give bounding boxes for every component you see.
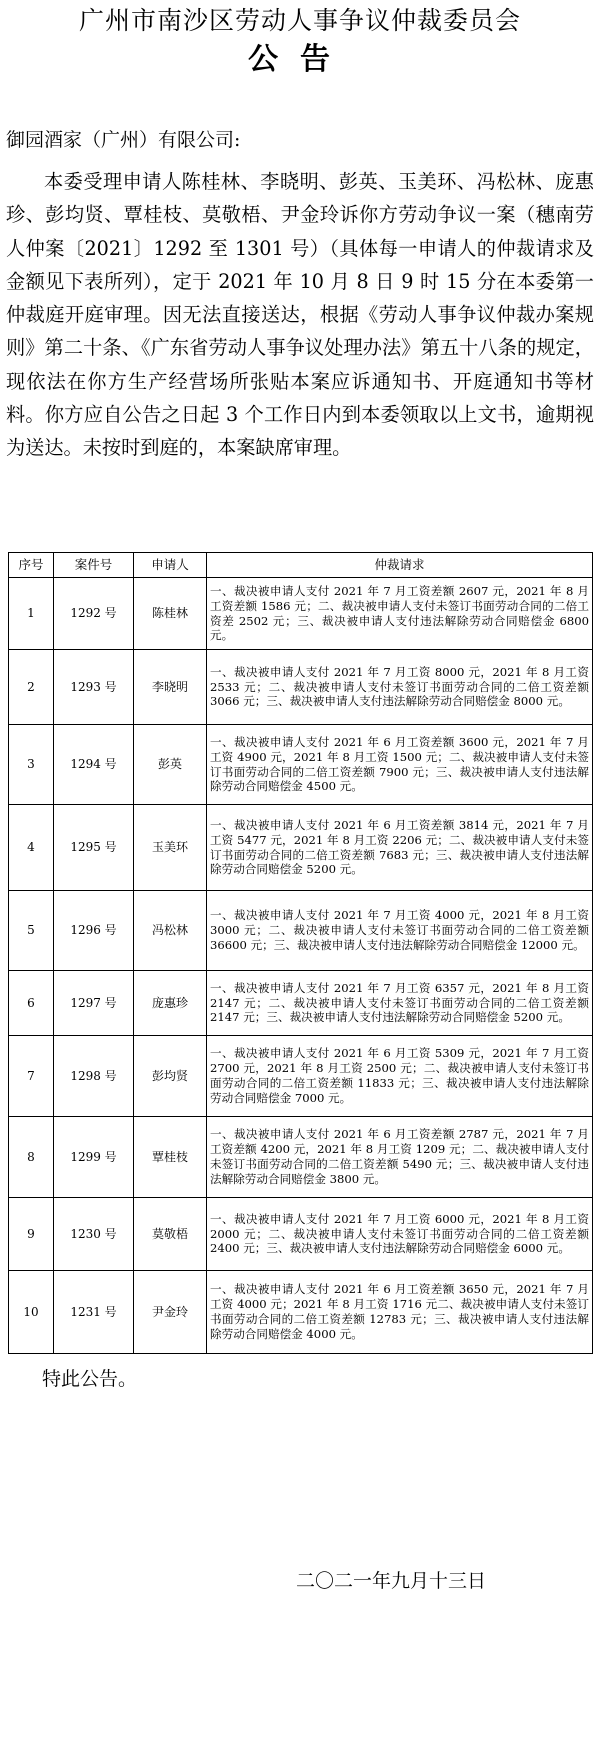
row-applicant: 尹金玲 — [134, 1271, 207, 1354]
row-claim: 一、裁决被申请人支付 2021 年 6 月工资差额 2787 元，2021 年 7 月工资差额 4200 元，2021 年 8 月工资 1209 元；二、裁决被申请人支付未签订书面劳动合同的二倍工资差额 5490 元；三、裁决被申请人支付违法解除劳动合同赔偿金 3800 元。 — [207, 1117, 593, 1198]
row-claim: 一、裁决被申请人支付 2021 年 6 月工资差额 3600 元，2021 年 7 月工资 4900 元，2021 年 8 月工资 1500 元；二、裁决被申请人支付未签订书面劳动合同的二倍工资差额 7900 元；三、裁决被申请人支付违法解除劳动合同赔偿金 4500 元。 — [207, 725, 593, 805]
row-applicant: 莫敬梧 — [134, 1198, 207, 1271]
row-applicant: 陈桂林 — [134, 578, 207, 650]
notice-heading: 公告 — [248, 42, 352, 77]
row-claim: 一、裁决被申请人支付 2021 年 6 月工资差额 3814 元，2021 年 7 月工资 5477 元，2021 年 8 月工资 2206 元；二、裁决被申请人支付未签订书面劳动合同的二倍工资差额 7683 元；三、裁决被申请人支付违法解除劳动合同赔偿金 5200 元。 — [207, 805, 593, 891]
row-case: 1299 号 — [54, 1117, 134, 1198]
table-row — [9, 805, 593, 891]
table-row — [9, 578, 593, 650]
notice-date: 二〇二一年九月十三日 — [296, 1570, 487, 1592]
row-case: 1296 号 — [54, 891, 134, 971]
row-no: 8 — [9, 1117, 54, 1198]
notice-authority-title: 广州市南沙区劳动人事争议仲裁委员会 — [78, 6, 521, 35]
row-applicant: 覃桂枝 — [134, 1117, 207, 1198]
row-claim: 一、裁决被申请人支付 2021 年 7 月工资差额 2607 元，2021 年 8 月工资差额 1586 元；二、裁决被申请人支付未签订书面劳动合同的二倍工资差 2502 元；三、裁决被申请人支付违法解除劳动合同赔偿金 6800 元。 — [207, 578, 593, 650]
row-claim: 一、裁决被申请人支付 2021 年 6 月工资 5309 元，2021 年 7 月工资 2700 元，2021 年 8 月工资 2500 元；二、裁决被申请人支付未签订书面劳动合同的二倍工资差额 11833 元；三、裁决被申请人支付违法解除劳动合同赔偿金 7000 元。 — [207, 1036, 593, 1117]
row-case: 1295 号 — [54, 805, 134, 891]
notice-body: 本委受理申请人陈桂林、李晓明、彭英、玉美环、冯松林、庞惠珍、彭均贤、覃桂枝、莫敬梧、尹金玲诉你方劳动争议一案（穗南劳人仲案〔2021〕1292 至 1301 号）（具体每一申请人的仲裁请求及金额见下表所列），定于 2021 年 10 月 8 日 9 时 15 分在本委第一仲裁庭开庭审理。因无法直接送达，根据《劳动人事争议仲裁办案规则》第二十条、《广东省劳动人事争议处理办法》第五十八条的规定，现依法在你方生产经营场所张贴本案应诉通知书、开庭通知书等材料。你方应自公告之日起 3 个工作日内到本委领取以上文书，逾期视为送达。未按时到庭的，本案缺席审理。 — [6, 170, 594, 460]
row-claim: 一、裁决被申请人支付 2021 年 6 月工资差额 3650 元，2021 年 7 月工资 4000 元；2021 年 8 月工资 1716 元二、裁决被申请人支付未签订书面劳动合同的二倍工资差额 12783 元；三、裁决被申请人支付违法解除劳动合同赔偿金 4000 元。 — [207, 1271, 593, 1354]
row-case: 1297 号 — [54, 971, 134, 1036]
row-case: 1292 号 — [54, 578, 134, 650]
row-claim: 一、裁决被申请人支付 2021 年 7 月工资 8000 元，2021 年 8 月工资 2533 元；二、裁决被申请人支付未签订书面劳动合同的二倍工资差额 3066 元；三、裁决被申请人支付违法解除劳动合同赔偿金 8000 元。 — [207, 650, 593, 725]
table-row — [9, 971, 593, 1036]
table-row — [9, 1117, 593, 1198]
row-claim: 一、裁决被申请人支付 2021 年 7 月工资 4000 元，2021 年 8 月工资 3000 元；二、裁决被申请人支付未签订书面劳动合同的二倍工资差额 36600 元；三、裁决被申请人支付违法解除劳动合同赔偿金 12000 元。 — [207, 891, 593, 971]
table-row — [9, 1271, 593, 1354]
row-case: 1298 号 — [54, 1036, 134, 1117]
row-case: 1294 号 — [54, 725, 134, 805]
claims-table — [8, 552, 593, 1354]
row-applicant: 庞惠珍 — [134, 971, 207, 1036]
row-no: 9 — [9, 1198, 54, 1271]
row-applicant: 李晓明 — [134, 650, 207, 725]
row-no: 2 — [9, 650, 54, 725]
row-case: 1293 号 — [54, 650, 134, 725]
row-applicant: 彭英 — [134, 725, 207, 805]
table-row — [9, 725, 593, 805]
header-case: 案件号 — [54, 553, 134, 578]
table-row — [9, 1198, 593, 1271]
row-no: 5 — [9, 891, 54, 971]
row-no: 6 — [9, 971, 54, 1036]
row-claim: 一、裁决被申请人支付 2021 年 7 月工资 6000 元，2021 年 8 月工资 2000 元；二、裁决被申请人支付未签订书面劳动合同的二倍工资差额 2400 元；三、裁决被申请人支付违法解除劳动合同赔偿金 6000 元。 — [207, 1198, 593, 1271]
row-no: 10 — [9, 1271, 54, 1354]
row-claim: 一、裁决被申请人支付 2021 年 7 月工资 6357 元，2021 年 8 月工资 2147 元；二、裁决被申请人支付未签订书面劳动合同的二倍工资差额 2147 元；三、裁决被申请人支付违法解除劳动合同赔偿金 5200 元。 — [207, 971, 593, 1036]
table-header-row — [9, 553, 593, 578]
row-case: 1230 号 — [54, 1198, 134, 1271]
row-no: 4 — [9, 805, 54, 891]
row-no: 7 — [9, 1036, 54, 1117]
header-no: 序号 — [9, 553, 54, 578]
row-no: 3 — [9, 725, 54, 805]
table-row — [9, 650, 593, 725]
row-case: 1231 号 — [54, 1271, 134, 1354]
table-row — [9, 1036, 593, 1117]
header-applicant: 申请人 — [134, 553, 207, 578]
row-no: 1 — [9, 578, 54, 650]
row-applicant: 彭均贤 — [134, 1036, 207, 1117]
row-applicant: 玉美环 — [134, 805, 207, 891]
closing-remark: 特此公告。 — [42, 1368, 138, 1390]
table-row — [9, 891, 593, 971]
row-applicant: 冯松林 — [134, 891, 207, 971]
header-claim: 仲裁请求 — [207, 553, 593, 578]
addressee: 御园酒家（广州）有限公司: — [6, 129, 241, 151]
